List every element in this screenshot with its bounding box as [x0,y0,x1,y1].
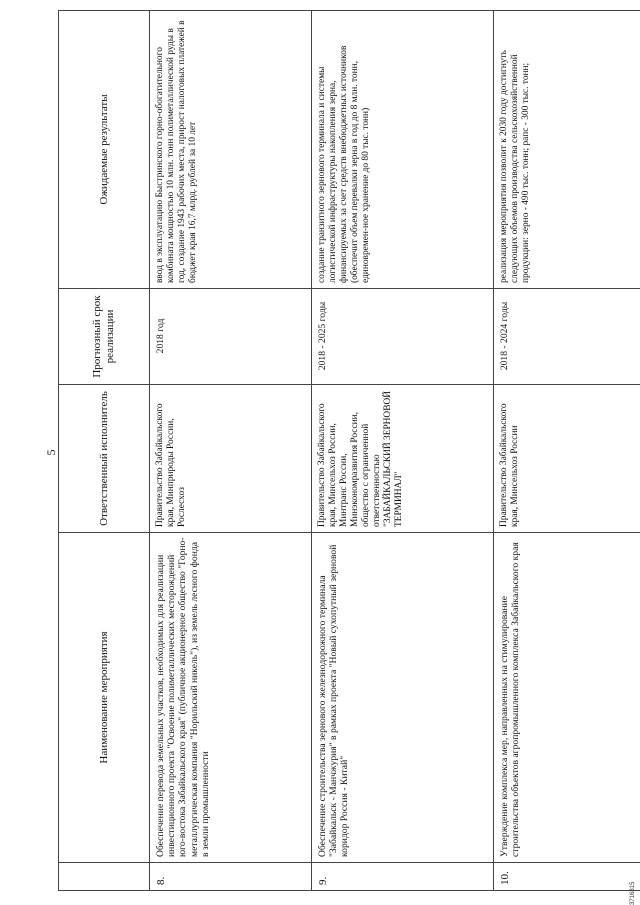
row-number: 9. [312,863,494,891]
row-number: 10. [494,863,640,891]
measure-name: Обеспечение строительства зернового железнодорожного терминала "Забайкальск - Манчжурия" в рамках проекта "Новый сухопутный зерновой коридор Россия - Китай" [312,533,494,863]
row-number: 8. [150,863,312,891]
term: 2018 - 2024 годы [494,289,640,385]
table-row [494,11,640,891]
table-header-row [59,11,150,891]
table-row [312,11,494,891]
header-results: Ожидаемые результаты [59,11,150,289]
page-number: 5 [44,449,58,456]
measure-name: Утверждение комплекса мер, направленных на стимулирование строительства объектов агропромышленного комплекса Забайкальского края [494,533,640,863]
term: 2018 - 2025 годы [312,289,494,385]
expected-results: реализация мероприятия позволит к 2030 году достигнуть следующих объемов производства сельскохозяйственной продукции: зерно - 490 тыс. тонн; рапс - 300 тыс. тонн; [494,11,640,289]
expected-results: ввод в эксплуатацию Быстринского горно-обогатительного комбината мощностью 10 млн. тонн полиметаллической руды в год, создание 1943 рабочих места, прирост налоговых платежей в бюджет края 16,7 млрд. рублей за 10 лет [150,11,312,289]
header-number [59,863,150,891]
document-id: 3716815 [630,881,636,905]
expected-results: создание транзитного зернового терминала и системы логистической инфраструктуры накопления зерна, финансируемых за счет средств внебюджетных источников (обеспечит объем перевалки зерна в год до 8 млн. тонн, единовремен-ное хранение до 80 тыс. тонн) [312,11,494,289]
header-term: Прогнозный срок реализации [59,289,150,385]
executor: Правительство Забайкальского края, Минприроды России, Рослесхоз [150,385,312,533]
header-measure-name: Наименование мероприятия [59,533,150,863]
executor: Правительство Забайкальского края, Минсельхоз России, Минтранс России, Минэкономразвития России, общество с ограниченной ответственностью "ЗАБАЙКАЛЬСКИЙ ЗЕРНОВОЙ ТЕРМИНАЛ" [312,385,494,533]
executor: Правительство Забайкальского края, Минсельхоз России [494,385,640,533]
measures-table [58,10,640,891]
table-row [150,11,312,891]
term: 2018 год [150,289,312,385]
header-executor: Ответственный исполнитель [59,385,150,533]
measure-name: Обеспечение перевода земельных участков, необходимых для реализации инвестиционного проекта "Освоение полиметаллических месторождений юго-востока Забайкальского края" (публичное акционерное общество "Горно-металлургическая компания "Норильский никель"), из земель лесного фонда в земли промышленности [150,533,312,863]
